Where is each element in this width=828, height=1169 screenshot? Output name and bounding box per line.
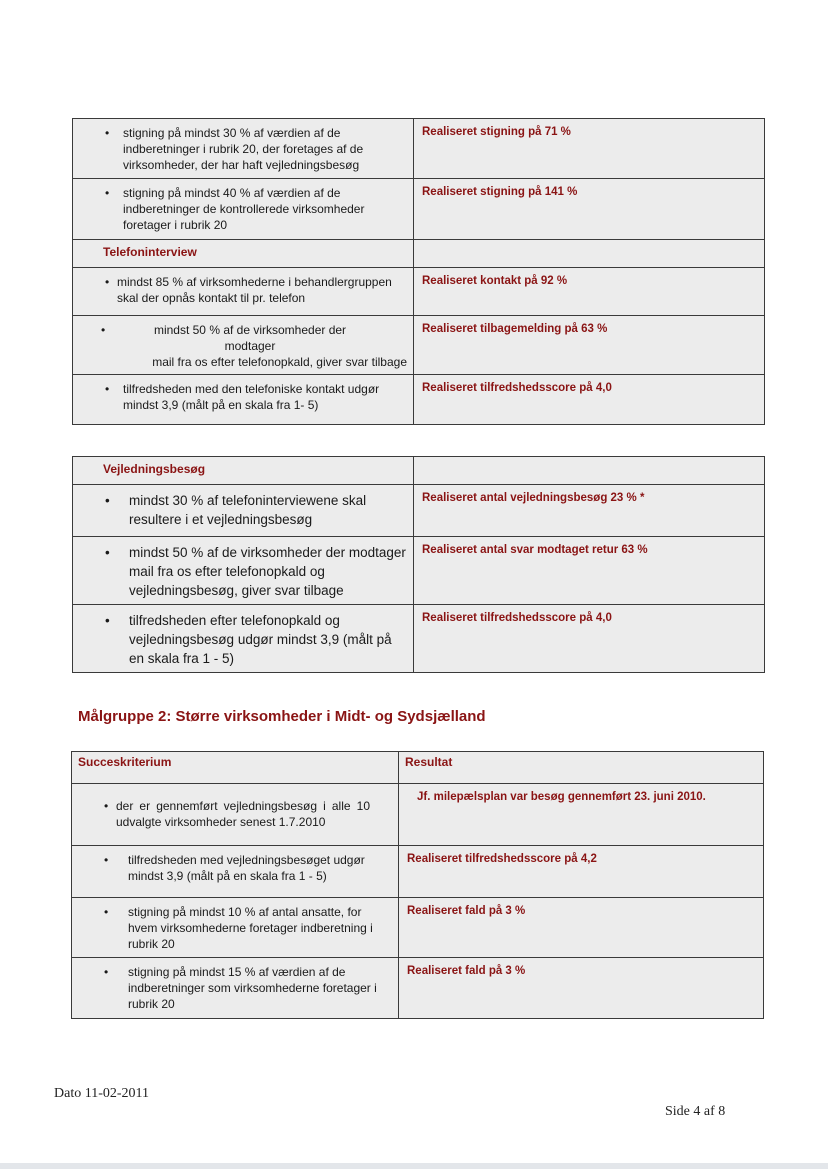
criterion-cell: • mindst 50 % af de virksomheder der modtager mail fra os efter telefonopkald og vejledningsbesøg, giver svar tilbage bbox=[73, 537, 414, 605]
result-cell: Jf. milepælsplan var besøg gennemført 23. juni 2010. bbox=[399, 784, 764, 846]
page-bottom-edge bbox=[0, 1163, 828, 1169]
criterion-text: mindst 85 % af virksomhederne i behandlergruppen skal der opnås kontakt til pr. telefon bbox=[117, 275, 392, 305]
footer-page-number: Side 4 af 8 bbox=[665, 1104, 726, 1119]
section-title: Vejledningsbesøg bbox=[73, 457, 414, 485]
result-cell: Realiseret kontakt på 92 % bbox=[414, 268, 765, 316]
table-row bbox=[72, 958, 764, 1019]
section-heading: Målgruppe 2: Større virksomheder i Midt- og Sydsjælland bbox=[78, 708, 486, 725]
table-row bbox=[73, 119, 765, 179]
result-cell: Realiseret antal vejledningsbesøg 23 % * bbox=[414, 485, 765, 537]
criterion-text: mindst 30 % af telefoninterviewene skal resultere i et vejledningsbesøg bbox=[129, 493, 367, 527]
table-row bbox=[73, 375, 765, 425]
criterion-text: stigning på mindst 10 % af antal ansatte, for hvem virksomhederne foretager indberetning i rubrik 20 bbox=[128, 905, 373, 951]
criterion-text: stigning på mindst 40 % af værdien af de indberetninger de kontrollerede virksomheder foretager i rubrik 20 bbox=[123, 186, 365, 232]
section-title: Telefoninterview bbox=[73, 240, 414, 268]
criterion-text: tilfredsheden med den telefoniske kontakt udgør mindst 3,9 (målt på en skala fra 1- 5) bbox=[123, 382, 380, 412]
criterion-cell: • der er gennemført vejledningsbesøg i alle 10 udvalgte virksomheder senest 1.7.2010 bbox=[72, 784, 399, 846]
result-cell: Realiseret antal svar modtaget retur 63 % bbox=[414, 537, 765, 605]
section-row bbox=[73, 457, 765, 485]
table-row bbox=[73, 485, 765, 537]
result-cell: Realiseret stigning på 71 % bbox=[414, 119, 765, 179]
result-cell: Realiseret fald på 3 % bbox=[399, 898, 764, 958]
criterion-text: der er gennemført vejledningsbesøg i alle 10 udvalgte virksomheder senest 1.7.2010 bbox=[116, 799, 370, 829]
footer-date: Dato 11-02-2011 bbox=[54, 1086, 149, 1101]
table-row bbox=[72, 784, 764, 846]
criterion-text: stigning på mindst 15 % af værdien af de indberetninger som virksomhederne foretager i rubrik 20 bbox=[128, 965, 377, 1011]
criterion-cell: • tilfredsheden med den telefoniske kontakt udgør mindst 3,9 (målt på en skala fra 1- 5) bbox=[73, 375, 414, 425]
result-cell: Realiseret tilbagemelding på 63 % bbox=[414, 316, 765, 375]
header-row bbox=[72, 752, 764, 784]
criterion-cell: • mindst 30 % af telefoninterviewene skal resultere i et vejledningsbesøg bbox=[73, 485, 414, 537]
empty-cell bbox=[414, 240, 765, 268]
criterion-cell: • stigning på mindst 15 % af værdien af de indberetninger som virksomhederne foretager i rubrik 20 bbox=[72, 958, 399, 1019]
criterion-cell: • mindst 50 % af de virksomheder der modtager mail fra os efter telefonopkald, giver svar tilbage bbox=[73, 316, 414, 375]
result-cell: Realiseret tilfredshedsscore på 4,2 bbox=[399, 846, 764, 898]
criteria-table-3 bbox=[71, 751, 764, 1019]
criteria-table-2 bbox=[72, 456, 765, 673]
result-cell: Realiseret tilfredshedsscore på 4,0 bbox=[414, 375, 765, 425]
table-row bbox=[73, 316, 765, 375]
column-header-result: Resultat bbox=[399, 752, 764, 784]
criterion-cell: • stigning på mindst 40 % af værdien af de indberetninger de kontrollerede virksomheder foretager i rubrik 20 bbox=[73, 179, 414, 240]
column-header-criterion: Succeskriterium bbox=[72, 752, 399, 784]
criterion-cell: • tilfredsheden med vejledningsbesøget udgør mindst 3,9 (målt på en skala fra 1 - 5) bbox=[72, 846, 399, 898]
empty-cell bbox=[414, 457, 765, 485]
criterion-text: tilfredsheden efter telefonopkald og vejledningsbesøg udgør mindst 3,9 (målt på en skala fra 1 - 5) bbox=[129, 613, 392, 666]
criterion-cell: • stigning på mindst 10 % af antal ansatte, for hvem virksomhederne foretager indberetning i rubrik 20 bbox=[72, 898, 399, 958]
result-cell: Realiseret stigning på 141 % bbox=[414, 179, 765, 240]
criterion-cell: • tilfredsheden efter telefonopkald og vejledningsbesøg udgør mindst 3,9 (målt på en skala fra 1 - 5) bbox=[73, 605, 414, 673]
result-cell: Realiseret fald på 3 % bbox=[399, 958, 764, 1019]
criterion-text: stigning på mindst 30 % af værdien af de indberetninger i rubrik 20, der foretages af de virksomheder, der har haft vejledningsbesøg bbox=[123, 126, 364, 172]
table-row bbox=[73, 179, 765, 240]
table-row bbox=[73, 537, 765, 605]
criterion-text: mindst 50 % af de virksomheder der modtager mail fra os efter telefonopkald og vejledningsbesøg, giver svar tilbage bbox=[129, 545, 406, 598]
criterion-line: modtager bbox=[224, 339, 276, 353]
table-row bbox=[72, 898, 764, 958]
criterion-text: tilfredsheden med vejledningsbesøget udgør mindst 3,9 (målt på en skala fra 1 - 5) bbox=[128, 853, 365, 883]
table-row bbox=[73, 268, 765, 316]
criterion-line: mindst 50 % af de virksomheder der bbox=[153, 323, 347, 337]
result-cell: Realiseret tilfredshedsscore på 4,0 bbox=[414, 605, 765, 673]
section-row bbox=[73, 240, 765, 268]
criterion-cell: • stigning på mindst 30 % af værdien af de indberetninger i rubrik 20, der foretages af de virksomheder, der har haft vejledningsbesøg bbox=[73, 119, 414, 179]
criteria-table-1 bbox=[72, 118, 765, 425]
table-row bbox=[73, 605, 765, 673]
table-row bbox=[72, 846, 764, 898]
criterion-cell: • mindst 85 % af virksomhederne i behandlergruppen skal der opnås kontakt til pr. telefon bbox=[73, 268, 414, 316]
criterion-line: mail fra os efter telefonopkald, giver svar tilbage bbox=[152, 355, 407, 369]
